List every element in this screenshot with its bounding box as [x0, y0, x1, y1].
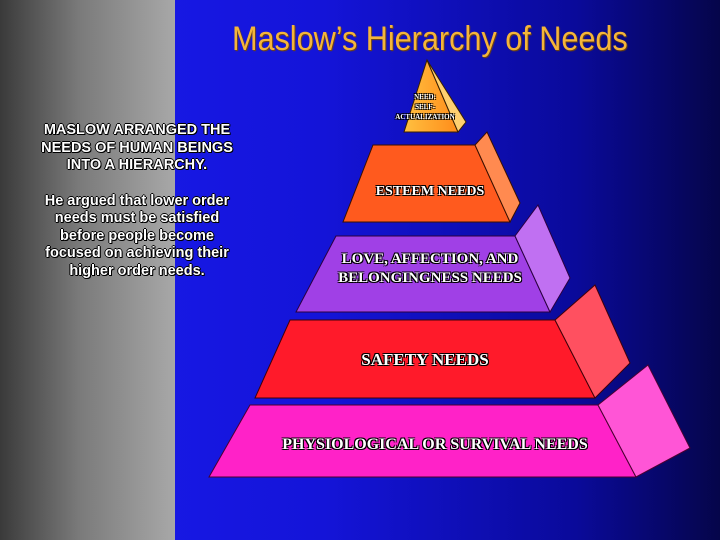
slide-title: Maslow’s Hierarchy of Needs [232, 20, 628, 58]
self-actualization-line2: SELF- [415, 103, 435, 111]
self-actualization-label [395, 92, 455, 122]
love-line1: LOVE, AFFECTION, AND [341, 251, 519, 267]
self-actualization-line1: NEED: [414, 93, 436, 101]
safety-label: SAFETY NEEDS [361, 350, 489, 369]
self-actualization-line3: ACTUALIZATION [395, 113, 455, 121]
intro-paragraph: MASLOW ARRANGED THE NEEDS OF HUMAN BEINGS INTO A HIERARCHY. [41, 122, 233, 173]
esteem-label: ESTEEM NEEDS [375, 184, 485, 199]
physiological-label: PHYSIOLOGICAL OR SURVIVAL NEEDS [282, 436, 588, 453]
love-label [325, 250, 535, 288]
love-line2: BELONGINGNESS NEEDS [338, 270, 522, 286]
explanation-paragraph: He argued that lower order needs must be satisfied before people become focused on achieving their higher order needs. [44, 192, 230, 279]
